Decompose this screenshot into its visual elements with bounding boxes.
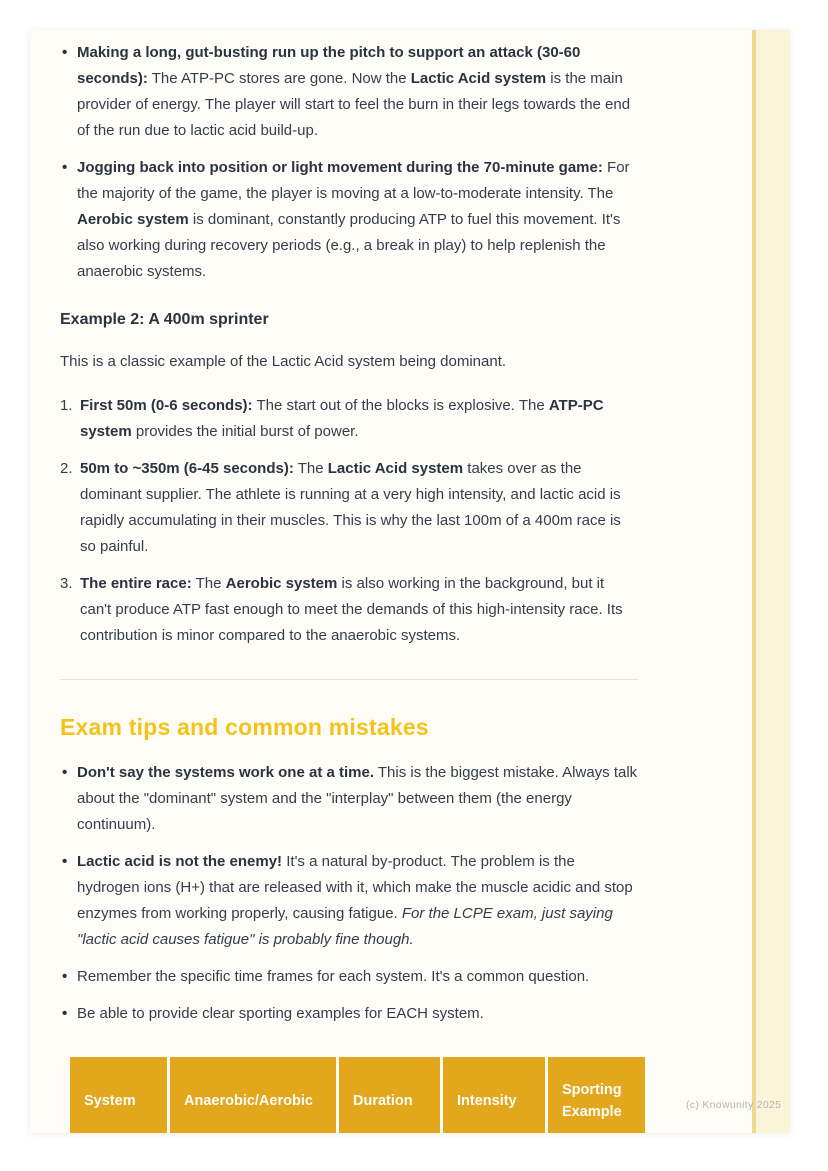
section-divider — [60, 679, 638, 680]
list-item: The entire race: The Aerobic system is also working in the background, but it can't produce ATP fast enough to meet the demands of this high-intensity race. Its contribution is minor compared to the anaerobic systems. — [80, 575, 623, 644]
match-examples-list — [60, 40, 638, 285]
example2-heading: Example 2: A 400m sprinter — [60, 311, 269, 328]
table-header-anaerobic-aerobic: Anaerobic/Aerobic — [170, 1057, 336, 1133]
sprinter-intro-paragraph: This is a classic example of the Lactic Acid system being dominant. — [60, 353, 507, 370]
list-item: • Don't say the systems work one at a time. This is the biggest mistake. Always talk about the "dominant" system and the "interplay" between them (the energy continuum). — [60, 760, 638, 838]
exam-tips-heading: Exam tips and common mistakes — [60, 714, 429, 740]
table-header-system: System — [70, 1057, 167, 1133]
table-header-sporting-example: Sporting Example — [548, 1057, 645, 1133]
list-item: • Making a long, gut-busting run up the pitch to support an attack (30-60 seconds): The ATP-PC stores are gone. Now the Lactic Acid system is the main provider of energy. The player will start to feel the burn in their legs towards the end of the run due to lactic acid build-up. — [60, 40, 638, 144]
document-page — [30, 30, 790, 1133]
page-edge-strip — [752, 30, 790, 1133]
copyright-watermark: (c) Knowunity 2025 — [686, 1099, 782, 1111]
list-item: • Be able to provide clear sporting examples for EACH system. — [60, 1001, 638, 1027]
table-header-row — [70, 1057, 636, 1133]
table-header-duration: Duration — [339, 1057, 440, 1133]
list-item: • Remember the specific time frames for each system. It's a common question. — [60, 964, 638, 990]
table-header-intensity: Intensity — [443, 1057, 545, 1133]
energy-systems-table — [70, 1057, 636, 1133]
list-item: • Lactic acid is not the enemy! It's a natural by-product. The problem is the hydrogen ions (H+) that are released with it, which make the muscle acidic and stop enzymes from working properly, causing fatigue. For the LCPE exam, just saying "lactic acid causes fatigue" is probably fine though. — [60, 849, 638, 953]
list-item: 50m to ~350m (6-45 seconds): The Lactic Acid system takes over as the dominant supplier. The athlete is running at a very high intensity, and lactic acid is rapidly accumulating in their muscles. This is why the last 100m of a 400m race is so painful. — [80, 460, 621, 555]
sprinter-steps-list — [60, 393, 638, 649]
list-item: First 50m (0-6 seconds): The start out of the blocks is explosive. The ATP-PC system provides the initial burst of power. — [80, 397, 604, 440]
list-item: • Jogging back into position or light movement during the 70-minute game: For the majority of the game, the player is moving at a low-to-moderate intensity. The Aerobic system is dominant, constantly producing ATP to fuel this movement. It's also working during recovery periods (e.g., a break in play) to help replenish the anaerobic systems. — [60, 155, 638, 285]
page-content — [60, 40, 638, 1133]
exam-tips-list — [60, 760, 638, 1027]
